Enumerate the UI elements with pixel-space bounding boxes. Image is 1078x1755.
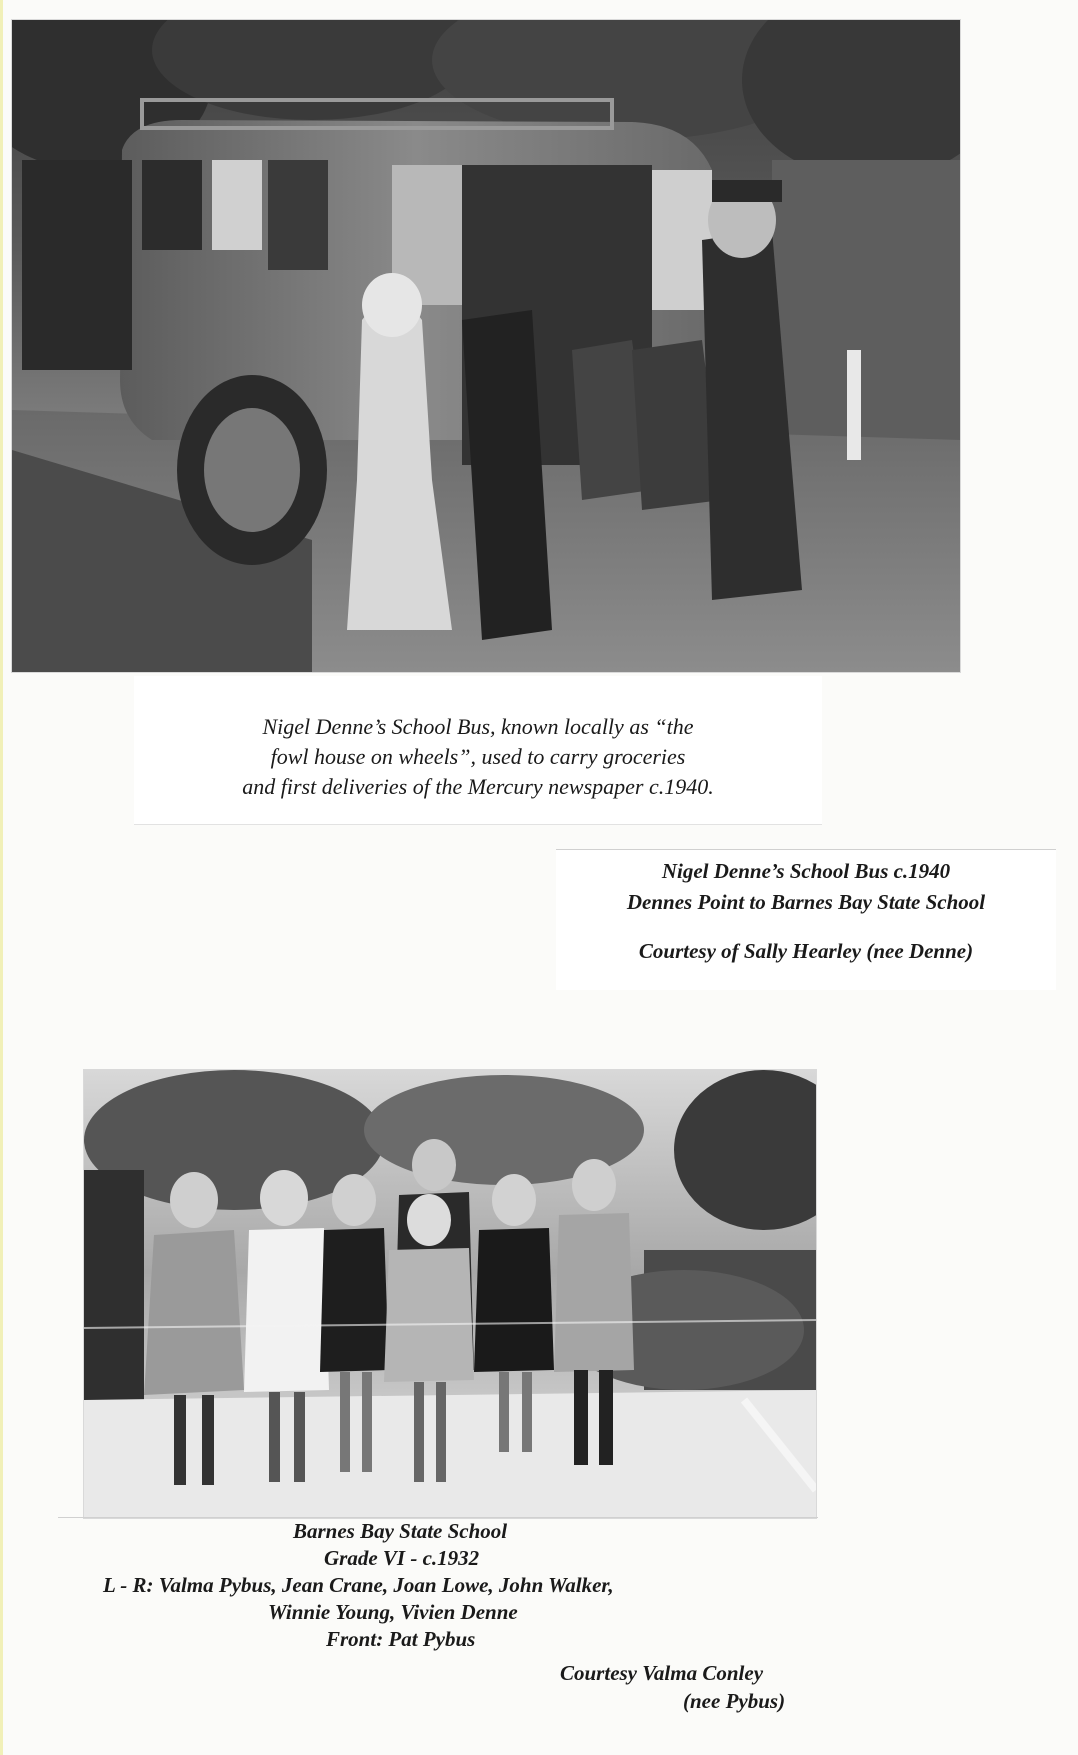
bus-credit-caption xyxy=(556,850,1056,990)
class-photo-caption xyxy=(58,1518,818,1755)
class-front: Front: Pat Pybus xyxy=(326,1627,476,1651)
school-bus-photo xyxy=(12,20,960,672)
grade-vi-class-photo-image xyxy=(84,1070,816,1518)
bus-description-line-2: fowl house on wheels”, used to carry groceries xyxy=(270,744,686,769)
bus-description-caption xyxy=(134,676,822,824)
school-bus-photo-image xyxy=(12,20,960,672)
grade-vi-class-photo xyxy=(84,1070,816,1518)
class-school-name: Barnes Bay State School xyxy=(293,1519,508,1543)
class-grade: Grade VI - c.1932 xyxy=(324,1546,480,1570)
class-names-line-1: L - R: Valma Pybus, Jean Crane, Joan Lowe, John Walker, xyxy=(103,1573,614,1597)
bus-credit-courtesy: Courtesy of Sally Hearley (nee Denne) xyxy=(638,939,974,963)
class-names-line-2: Winnie Young, Vivien Denne xyxy=(268,1600,518,1624)
class-courtesy-line-2: (nee Pybus) xyxy=(683,1689,786,1713)
bus-credit-title: Nigel Denne’s School Bus c.1940 xyxy=(661,859,951,883)
class-courtesy-line-1: Courtesy Valma Conley xyxy=(560,1661,764,1685)
bus-description-line-1: Nigel Denne’s School Bus, known locally as “the xyxy=(262,714,694,739)
bus-credit-route: Dennes Point to Barnes Bay State School xyxy=(626,890,986,914)
page-edge-line xyxy=(0,0,3,1755)
bus-description-line-3: and first deliveries of the Mercury newspaper c.1940. xyxy=(242,774,714,799)
